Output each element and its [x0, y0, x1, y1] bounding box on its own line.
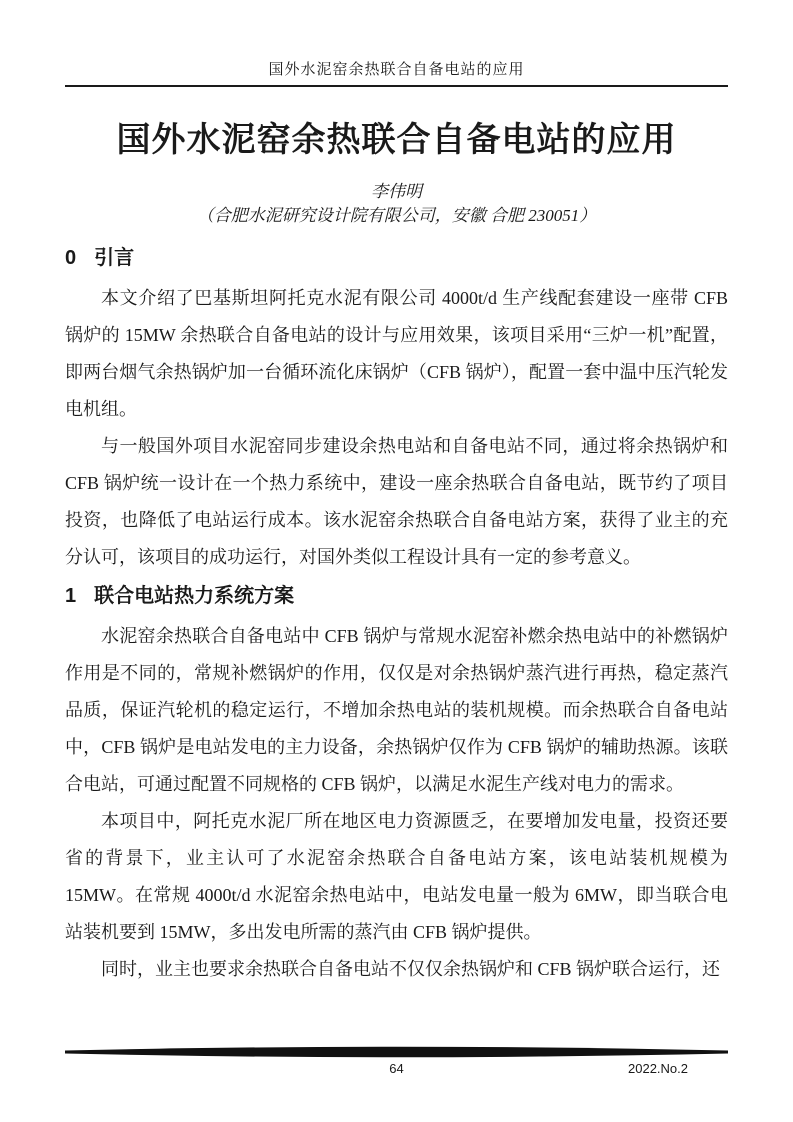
running-head: [65, 61, 728, 80]
author-affiliation: （合肥水泥研究设计院有限公司，安徽 合肥 230051）: [196, 206, 597, 225]
section-heading-1: [65, 582, 728, 610]
paragraph: 水泥窑余热联合自备电站中 CFB 锅炉与常规水泥窑补燃余热电站中的补燃锅炉作用是不同的，常规补燃锅炉的作用，仅仅是对余热锅炉蒸汽进行再热，稳定蒸汽品质，保证汽轮机的稳定运行，不增加余热电站的装机规模。而余热联合自备电站中，CFB 锅炉是电站发电的主力设备，余热锅炉仅作为 CFB 锅炉的辅助热源。该联合电站，可通过配置不同规格的 CFB 锅炉，以满足水泥生产线对电力的需求。: [65, 626, 728, 794]
footer-text-row: [65, 1060, 728, 1078]
footer-rule: [65, 1046, 728, 1058]
section-title: 联合电站热力系统方案: [94, 585, 295, 607]
section-title: 引言: [94, 247, 135, 269]
section-number: 1: [65, 585, 77, 607]
author-name: 李伟明: [371, 182, 422, 201]
footer-thick-line: [65, 1046, 728, 1058]
running-head-title: 国外水泥窑余热联合自备电站的应用: [268, 62, 525, 78]
section-number: 0: [65, 247, 77, 269]
article-body: [65, 116, 728, 1042]
paragraph: 同时，业主也要求余热联合自备电站不仅仅余热锅炉和 CFB 锅炉联合运行，还: [101, 959, 721, 979]
paragraph: 与一般国外项目水泥窑同步建设余热电站和自备电站不同，通过将余热锅炉和 CFB 锅炉统一设计在一个热力系统中，建设一座余热联合自备电站，既节约了项目投资，也降低了电站运行成本。该水泥窑余热联合自备电站方案，获得了业主的充分认可，该项目的成功运行，对国外类似工程设计具有一定的参考意义。: [65, 436, 728, 567]
issue-label: 2022.No.2: [628, 1061, 688, 1076]
section-heading-0: [65, 244, 728, 272]
page-number: 64: [389, 1061, 404, 1076]
article-title: 国外水泥窑余热联合自备电站的应用: [116, 121, 677, 159]
page-footer: [65, 1046, 728, 1078]
header-rule: [65, 85, 728, 87]
paragraph: 本文介绍了巴基斯坦阿托克水泥有限公司 4000t/d 生产线配套建设一座带 CFB 锅炉的 15MW 余热联合自备电站的设计与应用效果，该项目采用“三炉一机”配置，即两台烟气余热锅炉加一台循环流化床锅炉（CFB 锅炉），配置一套中温中压汽轮发电机组。: [65, 288, 728, 419]
paragraph: 本项目中，阿托克水泥厂所在地区电力资源匮乏，在要增加发电量，投资还要省的背景下，业主认可了水泥窑余热联合自备电站方案，该电站装机规模为 15MW。在常规 4000t/d 水泥窑余热电站中，电站发电量一般为 6MW，即当联合电站装机要到 15MW，多出发电所需的蒸汽由 CFB 锅炉提供。: [65, 811, 728, 942]
